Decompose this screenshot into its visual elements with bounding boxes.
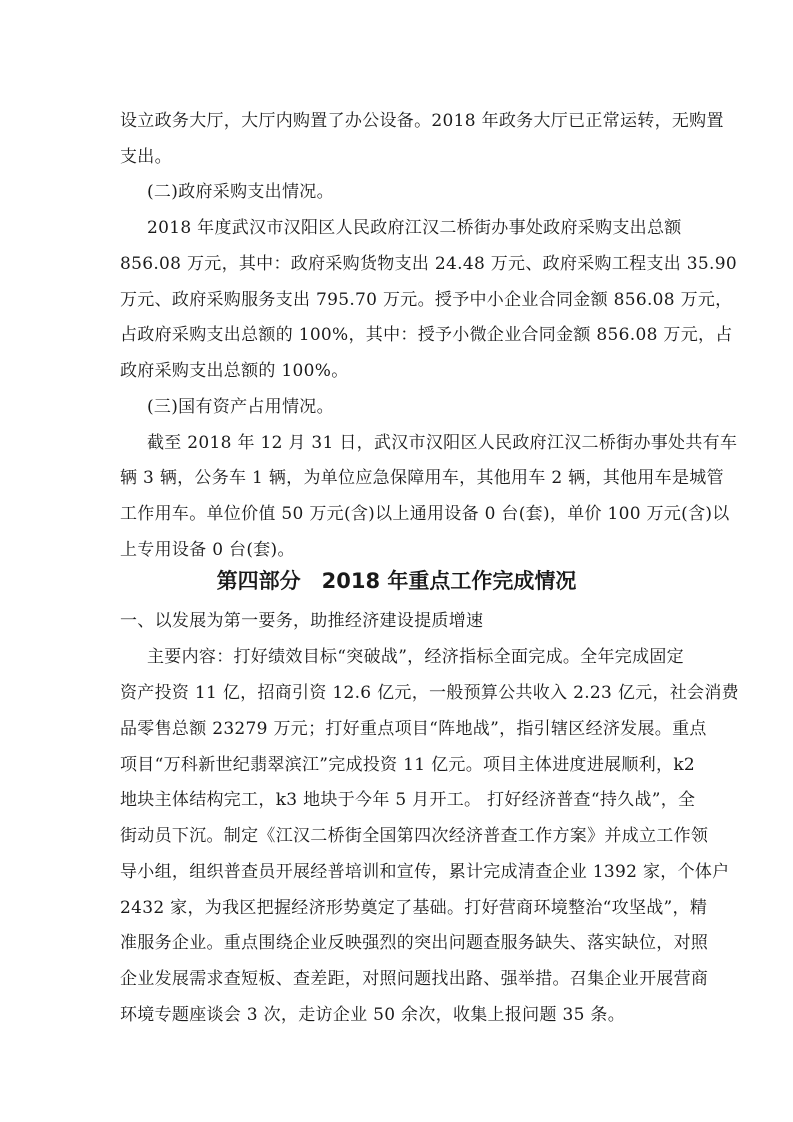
main-line-4: 项目“万科新世纪翡翠滨江”完成投资 11 亿元。项目主体进度进展顺利，k2 bbox=[120, 755, 696, 775]
section3-title: (三)国有资产占用情况。 bbox=[147, 397, 334, 417]
procurement-line-4: 占政府采购支出总额的 100%，其中：授予小微企业合同金额 856.08 万元，占 bbox=[120, 325, 733, 345]
main-line-5: 地块主体结构完工，k3 地块于今年 5 月开工。 打好经济普查“持久战”，全 bbox=[120, 790, 696, 810]
main-line-10: 企业发展需求查短板、查差距，对照问题找出路、强举措。召集企业开展营商 bbox=[120, 969, 709, 989]
intro-line-1: 设立政务大厅，大厅内购置了办公设备。2018 年政务大厅已正常运转，无购置 bbox=[120, 111, 724, 131]
intro-line-2: 支出。 bbox=[120, 147, 172, 167]
assets-line-1: 截至 2018 年 12 月 31 日，武汉市汉阳区人民政府江汉二桥街办事处共有车 bbox=[147, 433, 738, 453]
main-line-8: 2432 家，为我区把握经济形势奠定了基础。打好营商环境整治“攻坚战”，精 bbox=[120, 898, 708, 918]
part4-heading: 第四部分 2018 年重点工作完成情况 bbox=[216, 569, 577, 593]
main-line-11: 环境专题座谈会 3 次，走访企业 50 余次，收集上报问题 35 条。 bbox=[120, 1005, 626, 1025]
procurement-line-5: 政府采购支出总额的 100%。 bbox=[120, 361, 349, 381]
section2-title: (二)政府采购支出情况。 bbox=[147, 182, 334, 202]
assets-line-3: 工作用车。单位价值 50 万元(含)以上通用设备 0 台(套)，单价 100 万元(含)以 bbox=[120, 504, 730, 524]
main-line-2: 资产投资 11 亿，招商引资 12.6 亿元，一般预算公共收入 2.23 亿元，社会消费 bbox=[120, 683, 739, 703]
assets-line-2: 辆 3 辆，公务车 1 辆，为单位应急保障用车，其他用车 2 辆，其他用车是城管 bbox=[120, 468, 724, 488]
procurement-line-3: 万元、政府采购服务支出 795.70 万元。授予中小企业合同金额 856.08 万元， bbox=[120, 290, 733, 310]
main-line-3: 品零售总额 23279 万元；打好重点项目“阵地战”，指引辖区经济发展。重点 bbox=[120, 719, 707, 739]
assets-line-4: 上专用设备 0 台(套)。 bbox=[120, 540, 295, 560]
procurement-line-1: 2018 年度武汉市汉阳区人民政府江汉二桥街办事处政府采购支出总额 bbox=[147, 218, 682, 238]
main-line-7: 导小组，组织普查员开展经普培训和宣传，累计完成清查企业 1392 家，个体户 bbox=[120, 862, 730, 882]
procurement-line-2: 856.08 万元，其中：政府采购货物支出 24.48 万元、政府采购工程支出 35.90 bbox=[120, 254, 737, 274]
main-line-9: 准服务企业。重点围绕企业反映强烈的突出问题查服务缺失、落实缺位，对照 bbox=[120, 933, 709, 953]
main-line-6: 街动员下沉。制定《江汉二桥街全国第四次经济普查工作方案》并成立工作领 bbox=[120, 826, 709, 846]
main-line-1: 主要内容：打好绩效目标“突破战”，经济指标全面完成。全年完成固定 bbox=[147, 647, 684, 667]
item1-title: 一、以发展为第一要务，助推经济建设提质增速 bbox=[120, 611, 484, 631]
